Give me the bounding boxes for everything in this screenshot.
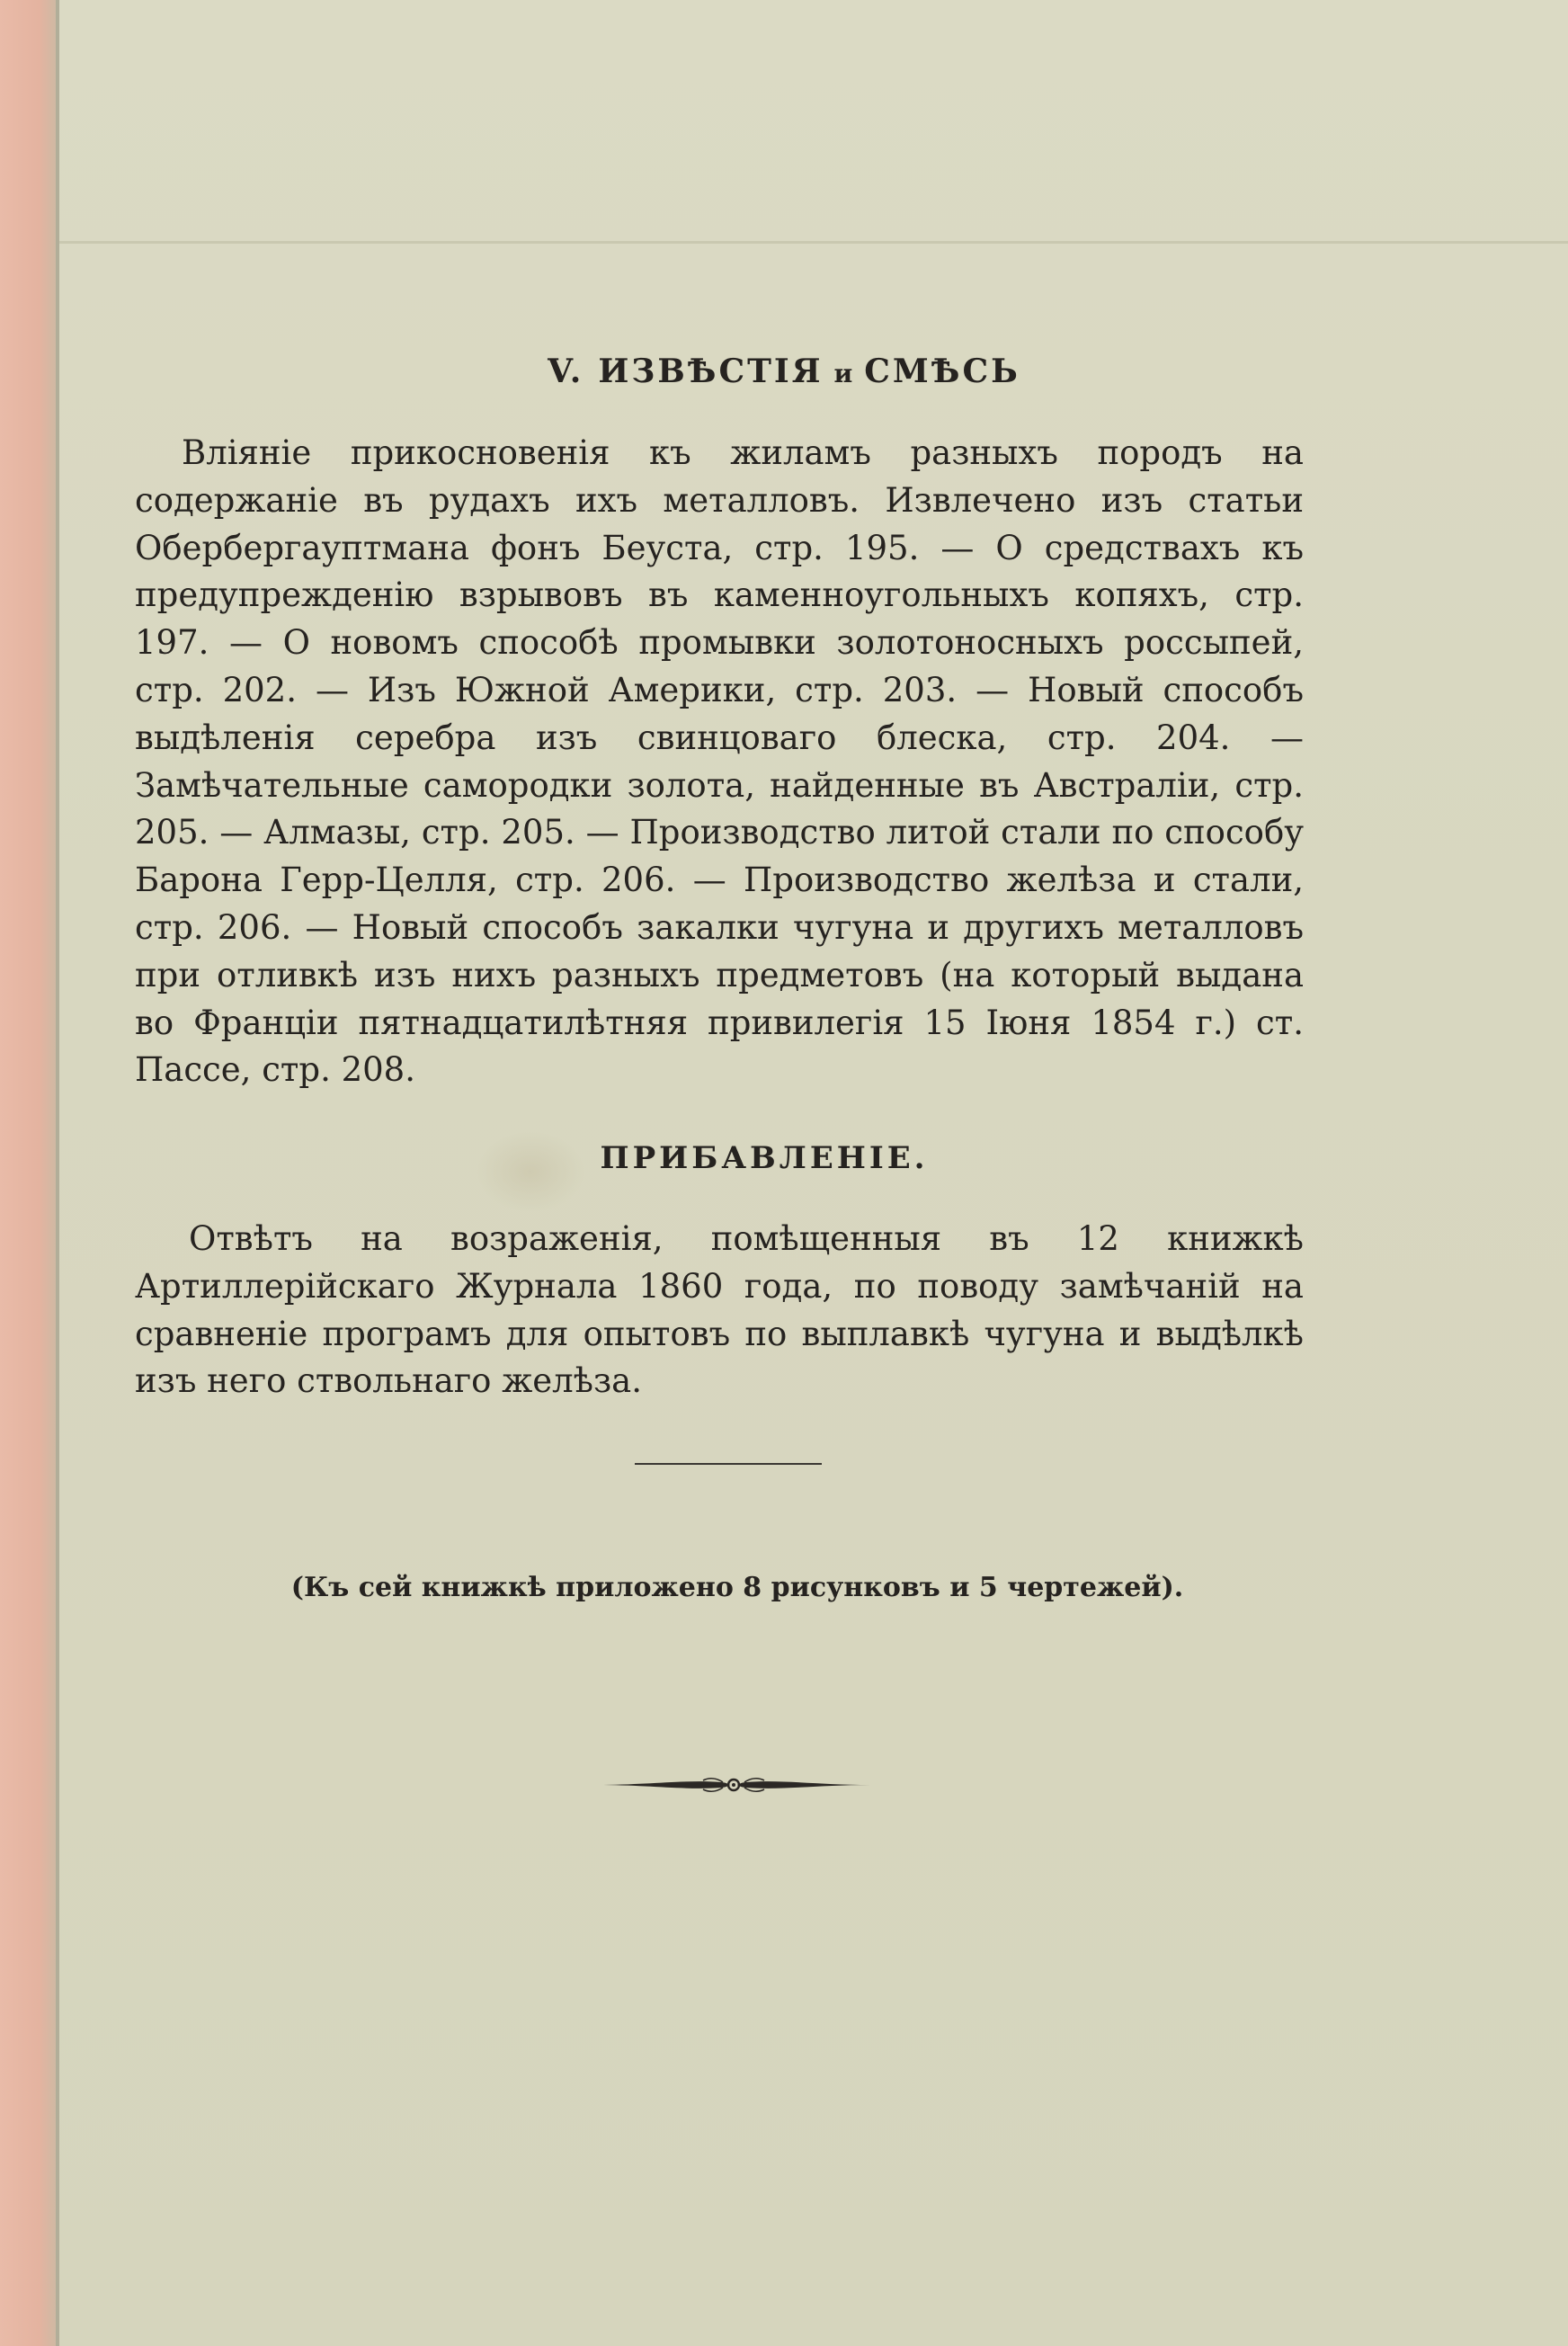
divider-rule [635,1463,822,1465]
footnote: (Къ сей книжкѣ приложено 8 рисунковъ и 5 чертежей). [290,1572,1184,1603]
paper-crease [59,241,1568,244]
appendix-paragraph: Отвѣтъ на возраженія, помѣщенныя въ 12 книжкѣ Артиллерійскаго Журнала 1860 года, по поводу замѣчаній на сравненіе програмъ для опытовъ по выплавкѣ чугуна и выдѣлкѣ изъ него ствольнаго желѣза. [135,1219,1304,1401]
appendix-heading: ПРИБАВЛЕНІЕ. [600,1140,929,1176]
news-paragraph: Вліяніе прикосновенія къ жиламъ разныхъ породъ на содержаніе въ рудахъ ихъ металловъ. Извлечено изъ статьи Обербергауптмана фонъ Беуста, стр. 195. — О средствахъ къ предупрежденію взрывовъ въ каменноугольныхъ копяхъ, стр. 197. — О новомъ способѣ промывки золотоносныхъ россыпей, стр. 202. — Изъ Южной Америки, стр. 203. — Новый способъ выдѣленія серебра изъ свинцоваго блеска, стр. 204. — Замѣчательные самородки золота, найденные въ Австраліи, стр. 205. — Алмазы, стр. 205. — Производство литой стали по способу Барона Герр-Целля, стр. 206. — Производство желѣза и стали, стр. 206. — Новый способъ закалки чугуна и другихъ металловъ при отливкѣ изъ нихъ разныхъ предметовъ (на который выдана во Франціи пятнадцатилѣтняя привилегія 15 Іюня 1854 г.) ст. Пассе, стр. 208. [135,433,1304,1090]
section-heading [0,352,1568,390]
section-title-conjunction: и [833,359,854,388]
section-number: V. [548,352,584,390]
ornament-flourish [595,1771,872,1798]
section-title-part1: ИЗВѢСТІЯ [598,352,824,390]
section-title-part2: СМѢСЬ [864,352,1020,390]
